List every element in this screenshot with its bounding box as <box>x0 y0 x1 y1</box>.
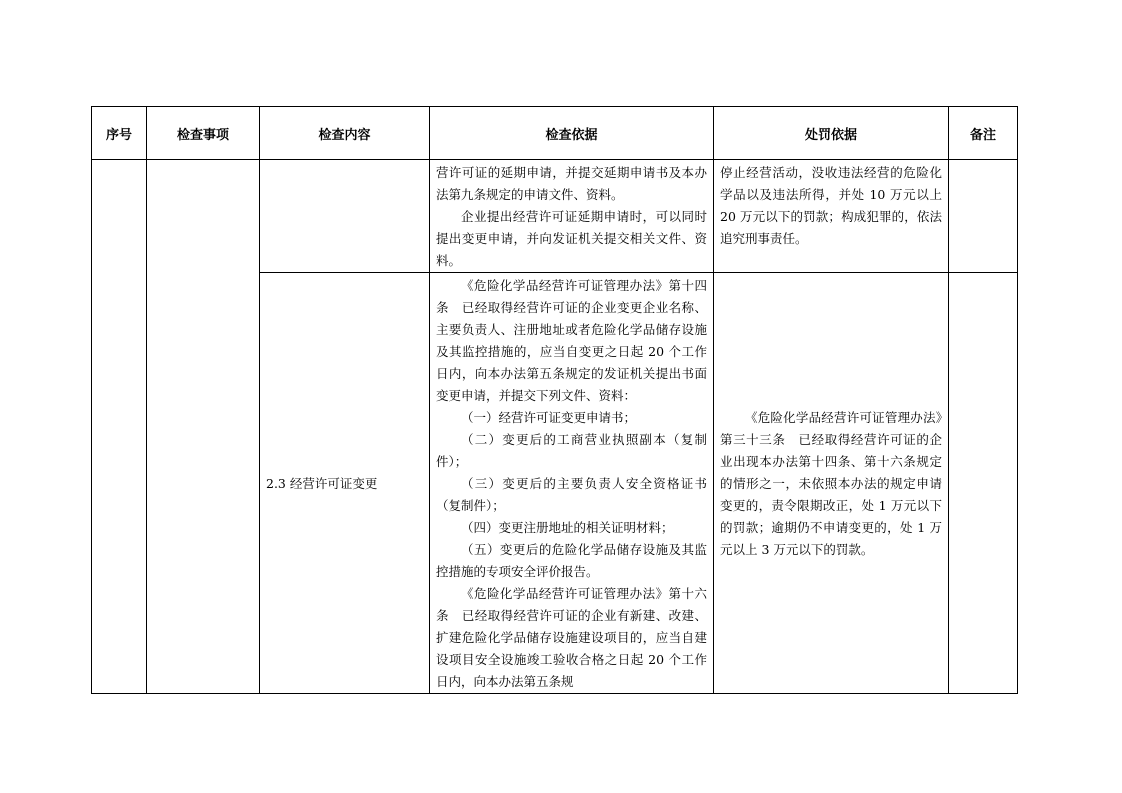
remarks-cell <box>949 273 1018 694</box>
basis-paragraph: （二）变更后的工商营业执照副本（复制件）； <box>436 432 707 469</box>
header-content: 检查内容 <box>260 107 430 160</box>
basis-paragraph: 企业提出经营许可证延期申请时，可以同时提出变更申请，并向发证机关提交相关文件、资料。 <box>436 209 707 268</box>
serial-cell <box>92 160 147 694</box>
header-item: 检查事项 <box>147 107 260 160</box>
basis-paragraph: 营许可证的延期申请，并提交延期申请书及本办法第九条规定的申请文件、资料。 <box>436 165 707 202</box>
header-serial: 序号 <box>92 107 147 160</box>
penalty-cell <box>714 273 949 694</box>
basis-paragraph: （四）变更注册地址的相关证明材料； <box>461 520 674 535</box>
basis-paragraph: （五）变更后的危险化学品储存设施及其监控措施的专项安全评价报告。 <box>436 542 707 579</box>
check-content-label: 2.3 经营许可证变更 <box>266 476 378 491</box>
penalty-text: 《危险化学品经营许可证管理办法》第三十三条 已经取得经营许可证的企业出现本办法第十四条、第十六条规定的情形之一，未依照本办法的规定申请变更的，责令限期改正，处 1 万元以下的罚款；逾期仍不申请变更的，处 1 万元以上 3 万元以下的罚款。 <box>720 410 942 557</box>
content-cell <box>260 160 430 273</box>
header-row <box>92 107 1018 160</box>
inspection-table <box>91 106 1018 694</box>
item-cell <box>147 160 260 694</box>
content-cell <box>260 273 430 694</box>
header-basis: 检查依据 <box>430 107 714 160</box>
basis-cell <box>430 160 714 273</box>
header-remarks: 备注 <box>949 107 1018 160</box>
penalty-text: 停止经营活动，没收违法经营的危险化学品以及违法所得，并处 10 万元以上 20 万元以下的罚款；构成犯罪的，依法追究刑事责任。 <box>720 165 942 246</box>
basis-paragraph: （三）变更后的主要负责人安全资格证书（复制件）； <box>436 476 707 513</box>
basis-paragraph: 《危险化学品经营许可证管理办法》第十六条 已经取得经营许可证的企业有新建、改建、扩建危险化学品储存设施建设项目的，应当自建设项目安全设施竣工验收合格之日起 20 个工作日内，向本办法第五条规 <box>436 586 707 689</box>
basis-cell <box>430 273 714 694</box>
header-penalty: 处罚依据 <box>714 107 949 160</box>
remarks-cell <box>949 160 1018 273</box>
table-row <box>92 160 1018 273</box>
penalty-cell <box>714 160 949 273</box>
basis-paragraph: （一）经营许可证变更申请书； <box>461 410 637 425</box>
basis-paragraph: 《危险化学品经营许可证管理办法》第十四条 已经取得经营许可证的企业变更企业名称、主要负责人、注册地址或者危险化学品储存设施及其监控措施的，应当自变更之日起 20 个工作日内，向本办法第五条规定的发证机关提出书面变更申请，并提交下列文件、资料： <box>436 278 707 403</box>
